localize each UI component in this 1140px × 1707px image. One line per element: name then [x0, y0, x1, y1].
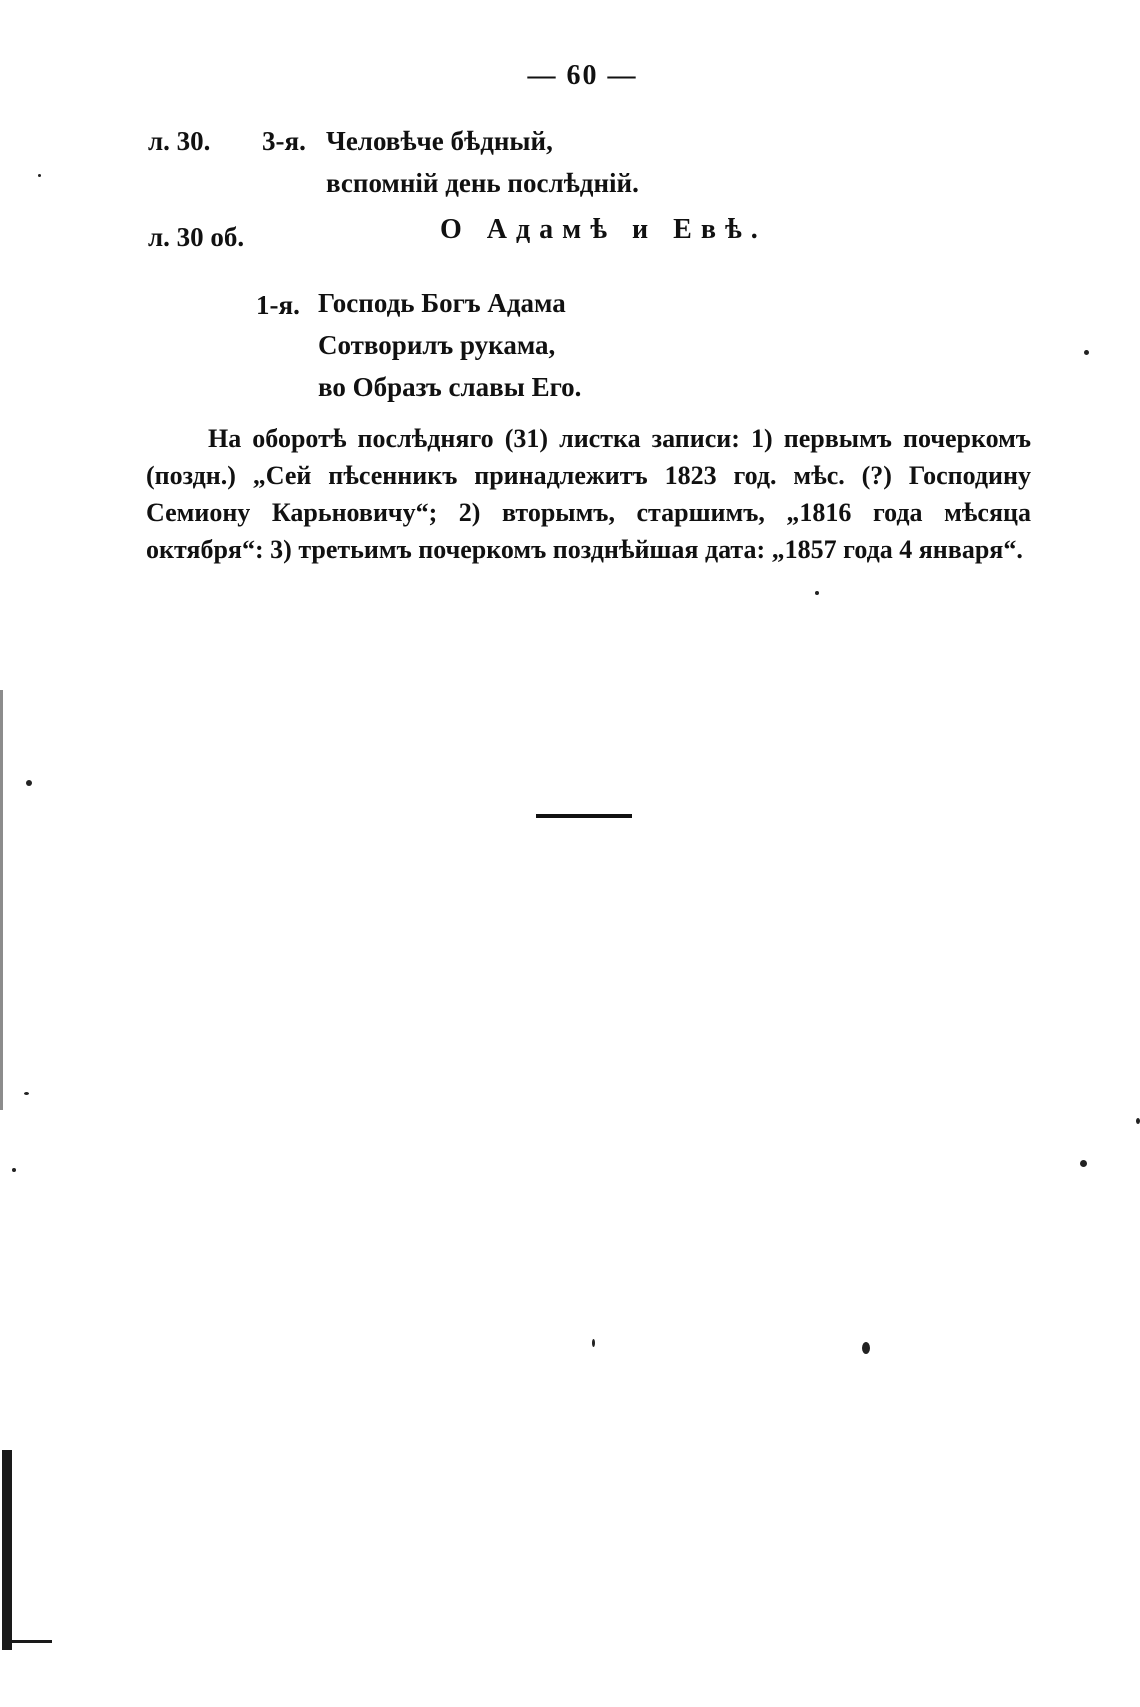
scan-speck: [1136, 1118, 1140, 1124]
scan-speck: [592, 1339, 595, 1347]
scan-speck: [38, 174, 41, 177]
verse-line: Человѣче бѣдный,: [326, 126, 553, 156]
scan-edge-mark: [0, 690, 3, 1110]
scan-speck: [1080, 1160, 1087, 1167]
verse-number: 1-я.: [256, 290, 300, 320]
closing-rule: [536, 814, 632, 818]
verse-line: Господь Богъ Адама: [318, 288, 566, 318]
scan-speck: [12, 1168, 16, 1172]
scan-edge-mark: [2, 1450, 12, 1650]
verse-text: [318, 282, 581, 408]
verse-number: 3-я.: [262, 126, 306, 156]
scan-speck: [862, 1342, 870, 1354]
verse-text: [326, 120, 639, 204]
leaf-reference: л. 30.: [148, 126, 211, 156]
scan-speck: [24, 1092, 29, 1095]
scan-speck: [815, 591, 819, 595]
scan-speck: [1084, 350, 1089, 355]
note-paragraph: На оборотѣ послѣдняго (31) листка записи: 1) первымъ почеркомъ (поздн.) „Сей пѣсенникъ принадлежитъ 1823 год. мѣс. (?) Господину Семиону Карьновичу“; 2) вторымъ, старшимъ, „1816 года мѣсяца октября“: 3) третьимъ почеркомъ позднѣйшая дата: „1857 года 4 января“.: [146, 424, 1031, 564]
verse-line: Сотворилъ рукама,: [318, 330, 556, 360]
scan-speck: [26, 780, 32, 786]
section-heading: О Адамѣ и Евѣ.: [440, 214, 767, 245]
page-number: — 60 —: [527, 60, 638, 91]
verse-line: во Образъ славы Его.: [318, 372, 582, 402]
verse-line: вспомній день послѣдній.: [326, 168, 639, 198]
leaf-reference: л. 30 об.: [148, 222, 245, 252]
scan-edge-mark: [2, 1640, 52, 1643]
